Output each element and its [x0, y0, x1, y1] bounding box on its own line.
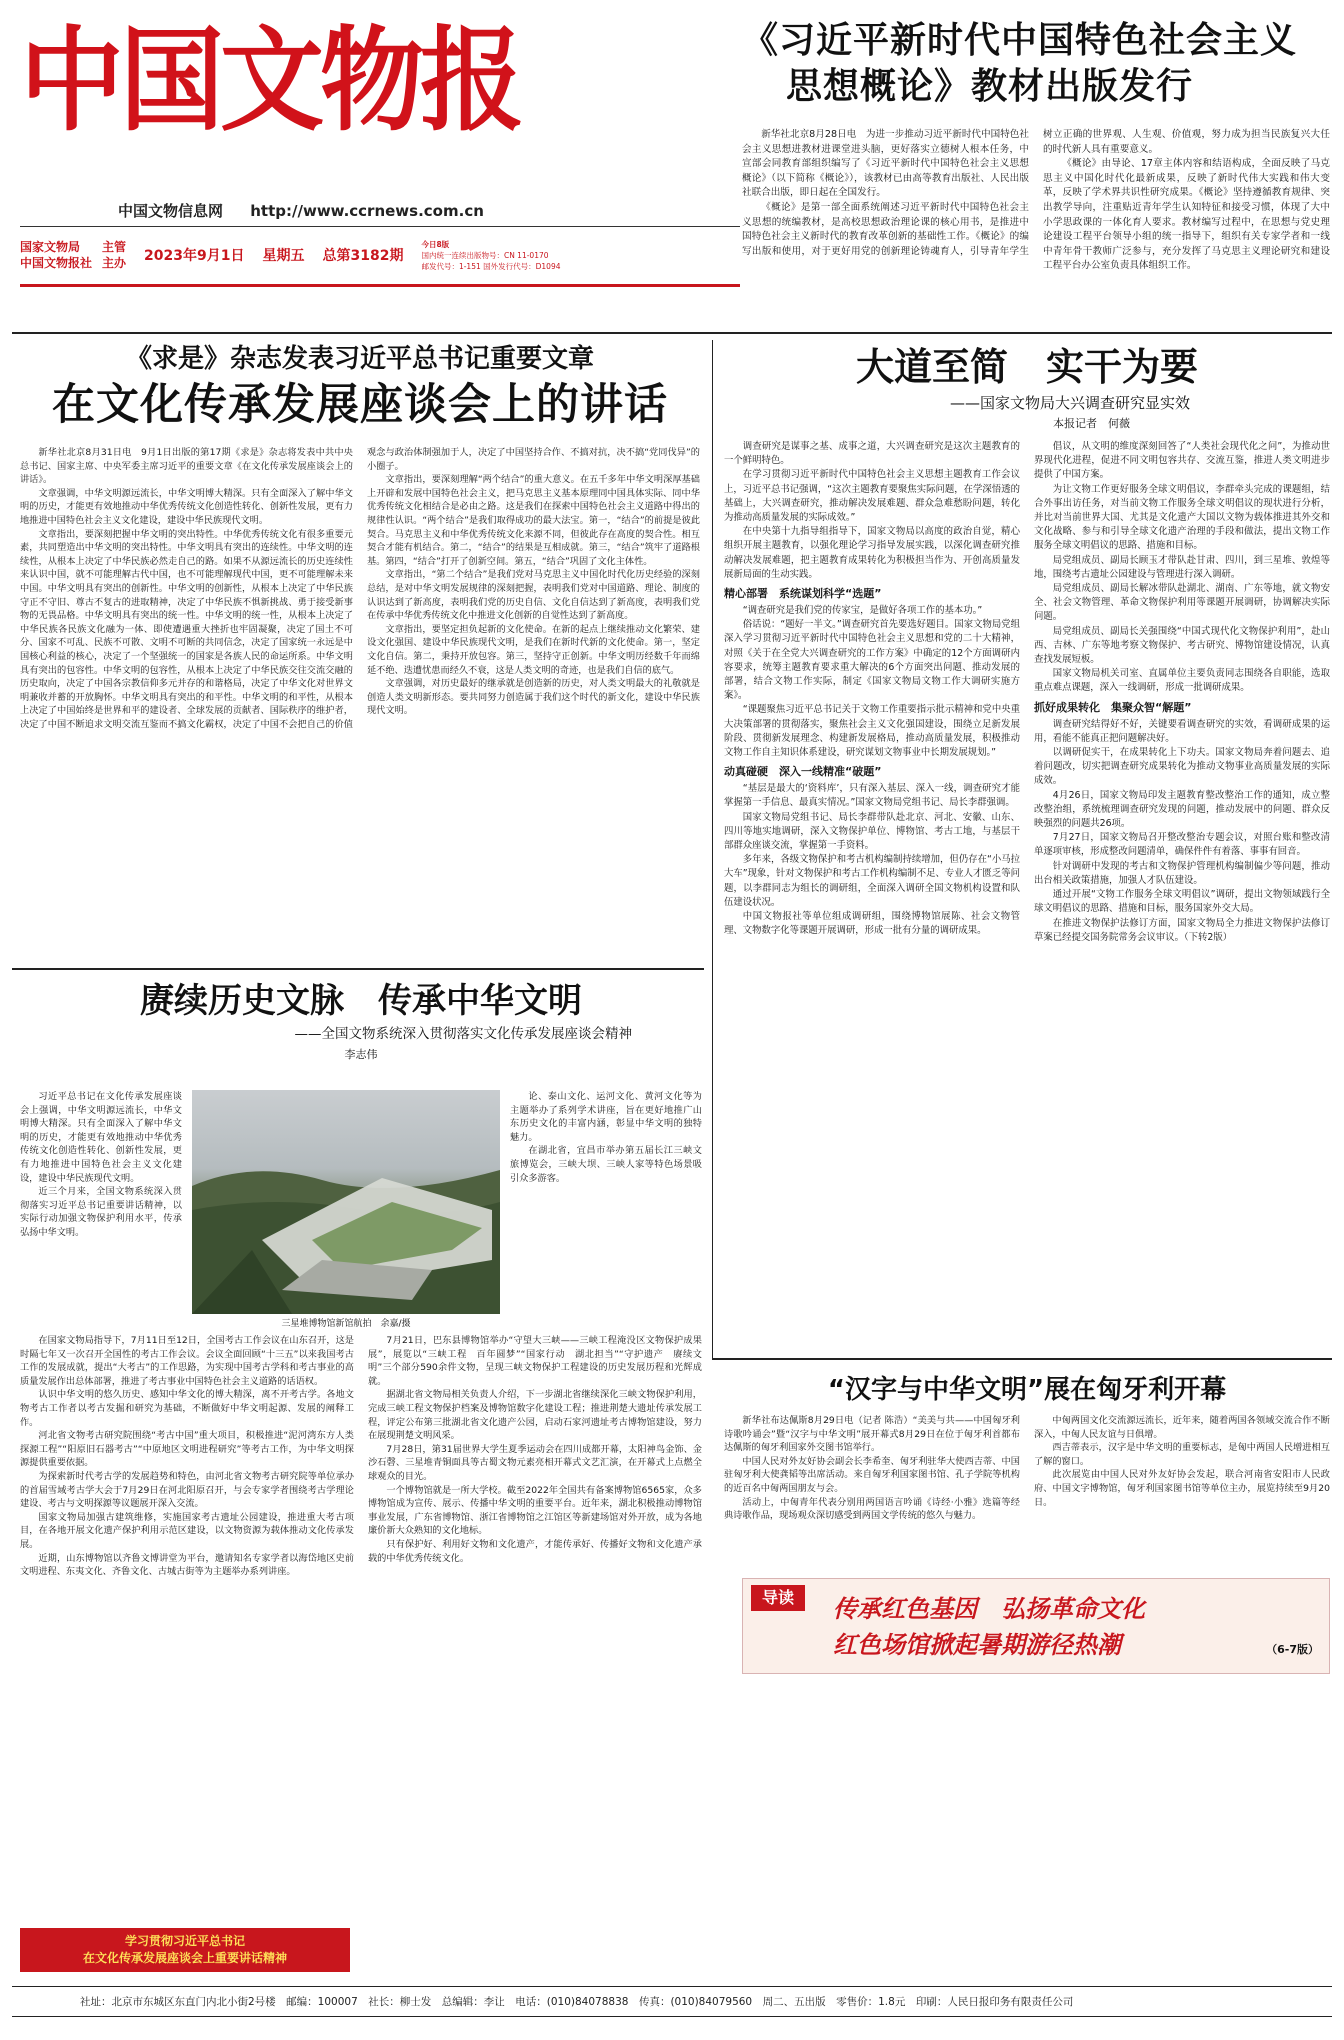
culture-body: 在国家文物局指导下，7月11日至12日，全国考古工作会议在山东召开，这是时隔七年又一次召开全国性的考古工作会议。会议全面回顾“十三五”以来我国考古工作的发展成就，提出“大考古”的工作思路，为实现中国考古学科和考古事业的高质量发展作出总体部署，推进了考古事业中国特色社会主义道路的话语权。 认识中华文明的悠久历史、感知中华文化的博大精深，离不开考古学。各地文物考古工作者以考古发掘和研究为基础，不断做好中华文明起源、发展的阐释工作。 河北省文物考古研究院围绕“考古中国”重大项目，积极推进“泥河湾东方人类探源工程”“阳原旧石器考古”“中原地区文明进程研究”等考古工作，为中华文明探源提供重要依据。 为探索新时代考古学的发展趋势和特色，由河北省文物考古研究院等单位承办的首届雪域考古学大会于7月29日在河北阳原召开，与会专家学者围绕考古学理论建设、考古与文明探源等议题展开深入交流。 国家文物局加强古建筑维修，实施国家考古遗址公园建设，推进重大考古项目，在各地开展文化遗产保护利用示范区建设，以文物资源为载体推动文化传承发展。 近期，山东博物馆以齐鲁文博讲堂为平台，邀请知名专家学者以海岱地区史前文明进程、东夷文化、齐鲁文化、古城古街等为主题举办系列讲座。 7月21日，巴东县博物馆举办“守望大三峡——三峡工程淹没区文物保护成果展”，展览以“三峡工程 百年圆梦”“国家行动 湖北担当”“守护遗产 赓续文明”三个部分590余件文物，呈现三峡文物保护工程建设的历史发展历程和光辉成就。 据湖北省文物局相关负责人介绍，下一步湖北省继续深化三峡文物保护利用，完成三峡工程文物保护档案及博物馆数字化建设工程；推进荆楚大遗址传承发展工程，评定公布第三批湖北省文化遗产公园，启动石家河遗址考古博物馆建设，努力在展现荆楚文明风采。 7月28日，第31届世界大学生夏季运动会在四川成都开幕，太阳神鸟金饰、金沙石磬、三星堆青铜面具等古蜀文物元素亮相开幕式文艺汇演，在开幕式上点燃全球观众的目光。 一个博物馆就是一所大学校。截至2022年全国共有备案博物馆6565家，众多博物馆成为宣传、展示、传播中华文明的重要平台。近年来，湖北积极推动博物馆事业发展，广东省博物馆、浙江省博物馆之江馆区等新建场馆对外开放，成为各地廉价新大众熟知的文化地标。 只有保护好、利用好文物和文化遗产，才能传承好、传播好文物和文化遗产承载的中华优秀传统文化。	[20, 1335, 702, 1578]
lead-article	[20, 342, 700, 962]
lead-kicker: 《求是》杂志发表习近平总书记重要文章	[125, 344, 594, 374]
culture-col-right-top: 论、泰山文化、运河文化、黄河文化等为主题举办了系列学术讲座，旨在更好地推广山东历史文化的丰富内涵，彰显中华文明的独特魅力。 在湖北省，宜昌市举办第五届长江三峡文旅博览会，三峡大坝、三峡人家等特色场景吸引众多游客。	[510, 1091, 702, 1184]
hungary-article	[724, 1372, 1330, 1570]
masthead-meta: 国家文物局 中国文物报社 主管 主办 2023年9月1日 星期五 总第3182期 今日8版 国内统一连续出版物号：CN 11-0170 邮发代号：1-151 国外发行代号：D1094	[20, 239, 561, 271]
photo-svg	[192, 1090, 500, 1314]
masthead	[20, 8, 740, 298]
essay	[724, 342, 1330, 1362]
top-story	[742, 18, 1330, 338]
guide-line-2: 红色场馆掀起暑期游径热潮	[833, 1631, 1121, 1659]
lead-body: 新华社北京8月31日电 9月1日出版的第17期《求是》杂志将发表中共中央总书记、国家主席、中央军委主席习近平的重要文章《在文化传承发展座谈会上的讲话》。 文章强调，中华文明源远流长，中华文明博大精深。只有全面深入了解中华文明的历史，才能更有效地推动中华优秀传统文化创造性转化、创新性发展，更有力地推进中国特色社会主义文化建设，建设中华民族现代文明。 文章指出，要深刻把握中华文明的突出特性。中华优秀传统文化有很多重要元素，共同塑造出中华文明的突出特性。中华文明具有突出的连续性。中华文明的连续性，从根本上决定了中华民族必然走自己的路。如果不从源远流长的历史连续性来认识中国，就不可能理解古代中国，也不可能理解现代中国，更不可能理解未来中国。中华文明具有突出的创新性。中华文明的创新性，从根本上决定了中华民族守正不守旧、尊古不复古的进取精神，决定了中华民族不惧新挑战、勇于接受新事物的无畏品格。中华文明具有突出的统一性。中华文明的统一性，从根本上决定了中华民族各民族文化融为一体、即使遭遇重大挫折也牢固凝聚，决定了国土不可分、国家不可乱、民族不可散、文明不可断的共同信念，决定了国家统一永远是中国核心利益的核心，决定了一个坚强统一的国家是各族人民的命运所系。中华文明具有突出的包容性。中华文明的包容性，从根本上决定了中华民族交往交流交融的历史取向，决定了中国各宗教信仰多元并存的和谐格局，决定了中华文化对世界文明兼收并蓄的开放胸怀。中华文明具有突出的和平性。中华文明的和平性，从根本上决定了中国始终是世界和平的建设者、全球发展的贡献者、国际秩序的维护者，决定了中国不断追求文明交流互鉴而不搞文化霸权，决定了中国不会把自己的价值观念与政治体制强加于人，决定了中国坚持合作、不搞对抗，决不搞“党同伐异”的小圈子。 文章指出，要深刻理解“两个结合”的重大意义。在五千多年中华文明深厚基础上开辟和发展中国特色社会主义，把马克思主义基本原理同中国具体实际、同中华优秀传统文化相结合是必由之路。这是我们在探索中国特色社会主义道路中得出的规律性认识。“两个结合”是我们取得成功的最大法宝。第一，“结合”的前提是彼此契合。马克思主义和中华优秀传统文化来源不同，但彼此存在高度的契合性。相互契合才能有机结合。第二，“结合”的结果是互相成就。第三，“结合”筑牢了道路根基。第四，“结合”打开了创新空间。第五，“结合”巩固了文化主体性。 文章指出，“第二个结合”是我们党对马克思主义中国化时代化历史经验的深刻总结，是对中华文明发展规律的深刻把握，表明我们党对中国道路、理论、制度的认识达到了新高度，表明我们党的历史自信、文化自信达到了新高度，表明我们党在传承中华优秀传统文化中推进文化创新的自觉性达到了新高度。 文章指出，要坚定担负起新的文化使命。在新的起点上继续推动文化繁荣、建设文化强国、建设中华民族现代文明，是我们在新时代新的文化使命。第一，坚定文化自信。第二，秉持开放包容。第三，坚持守正创新。中华文明历经数千年而绵延不绝、迭遭忧患而经久不衰，这是人类文明的奇迹，也是我们自信的底气。 文章强调，对历史最好的继承就是创造新的历史，对人类文明最大的礼敬就是创造人类文明新形态。要共同努力创造属于我们这个时代的新文化，建设中华民族现代文明。	[20, 447, 700, 730]
culture-banner: 学习贯彻习近平总书记 在文化传承发展座谈会上重要讲话精神	[20, 1928, 350, 1972]
masthead-logo: 中国文物报	[20, 13, 521, 147]
site-url[interactable]: http://www.ccrnews.com.cn	[250, 202, 484, 220]
essay-byline: 本报记者 何薇	[1053, 417, 1130, 430]
lead-title: 在文化传承发展座谈会上的讲话	[52, 380, 668, 430]
culture-title: 赓续历史文脉 传承中华文明	[140, 981, 582, 1021]
guide-label: 导读	[751, 1585, 805, 1611]
culture-article	[20, 978, 702, 1983]
essay-subhead-1: 精心部署 系统谋划科学“选题”	[724, 587, 882, 601]
info-net: 中国文物信息网 http://www.ccrnews.com.cn	[118, 202, 484, 220]
photo-caption: 三星堆博物馆新馆航拍 余嘉/摄	[281, 1319, 411, 1329]
hungary-body: 新华社布达佩斯8月29日电（记者 陈浩）“美美与共——中国匈牙利诗歌吟诵会”暨“汉字与中华文明”展开幕式8月29日在位于匈牙利首都布达佩斯的匈牙利国家外交图书馆举行。 中国人民对外友好协会副会长李希奎、匈牙利驻华大使西吉蒂、中国驻匈牙利大使龚韬等出席活动。来自匈牙利国家图书馆、孔子学院等机构的近百名中匈两国朋友与会。 活动上，中匈青年代表分别用两国语言吟诵《诗经·小雅》选篇等经典诗歌作品，现场观众深切感受到两国文学传统的悠久与魅力。 中匈两国文化交流源远流长，近年来，随着两国各领域交流合作不断深入，中匈人民友谊与日俱增。 西吉蒂表示，汉字是中华文明的重要标志，是匈中两国人民增进相互了解的窗口。 此次展览由中国人民对外友好协会发起，联合河南省安阳市人民政府、中国文字博物馆，匈牙利国家图书馆等单位主办，展览持续至9月20日。	[724, 1415, 1330, 1522]
culture-col-left: 习近平总书记在文化传承发展座谈会上强调，中华文明源远流长，中华文明博大精深。只有全面深入了解中华文明的历史，才能更有效地推动中华优秀传统文化创造性转化、创新性发展，更有力地推进中国特色社会主义文化建设，建设中华民族现代文明。 近三个月来，全国文物系统深入贯彻落实习近平总书记重要讲话精神，以实际行动加强文物保护利用水平，传承弘扬中华文明。	[20, 1091, 182, 1238]
culture-byline: 李志伟	[344, 1048, 378, 1061]
guide-line-1: 传承红色基因 弘扬革命文化	[833, 1595, 1145, 1623]
essay-body: 调查研究是谋事之基、成事之道，大兴调查研究是这次主题教育的一个鲜明特色。 在学习贯彻习近平新时代中国特色社会主义思想主题教育工作会议上，习近平总书记强调，“这次主题教育要聚焦实际问题，在学深悟透的基础上，大兴调查研究，推动解决发展难题、群众急难愁盼问题，转化为推动高质量发展的实际成效。” 在中央第十九指导组指导下，国家文物局以高度的政治自觉，精心组织开展主题教育，以强化理论学习指导发展实践，以深化调查研究推动解决发展难题，把主题教育成果转化为积极担当作为、开创高质量发展新局面的生动实践。 精心部署 系统谋划科学“选题” “调查研究是我们党的传家宝，是做好各项工作的基本功。” 俗话说：“题好一半文。”调查研究首先要选好题目。国家文物局党组深入学习贯彻习近平新时代中国特色社会主义思想和党的二十大精神，对照《关于在全党大兴调查研究的工作方案》中确定的12个方面调研内容要求，统筹主题教育要求重大解决的6个方面突出问题、推动发展的部署，结合文物工作实际，制定《国家文物局文物工作大调研实施方案》。 “课题聚焦习近平总书记关于文物工作重要指示批示精神和党中央重大决策部署的贯彻落实，聚焦社会主义文化强国建设，围绕立足新发展阶段、贯彻新发展理念、构建新发展格局，推动高质量发展，积极推动文物工作自主知识体系建设，研究谋划文物事业中长期发展规划。” 动真碰硬 深入一线精准“破题” “基层是最大的‘资料库’，只有深入基层、深入一线，调查研究才能掌握第一手信息、最真实情况。”国家文物局党组书记、局长李群强调。 国家文物局党组书记、局长李群带队赴北京、河北、安徽、山东、四川等地实地调研，深入文物保护单位、博物馆、考古工地，与基层干部群众座谈交流，掌握第一手资料。 多年来，各级文物保护和考古机构编制持续增加，但仍存在“小马拉大车”现象，针对文物保护和考古工作机构编制不足、专业人才匮乏等问题，以李群同志为组长的调研组，全面深入调研全国文物机构设置和队伍建设状况。 中国文物报社等单位组成调研组，围绕博物馆展陈、社会文物管理、文物数字化等课题开展调研，形成一批有分量的调研成果。 倡议，从文明的维度深刻回答了“人类社会现代化之问”，为推动世界现代化进程，促进不同文明包容共存、交流互鉴，推进人类文明进步提供了中国方案。 为让文物工作更好服务全球文明倡议，李群牵头完成的课题组，结合外事出访任务，对当前文物工作服务全球文明倡议的现状进行分析，并比对当前世界大国、尤其是文化遗产大国以文物为载体推进其外交和文化战略、参与和引导全球文化遗产治理的手段和做法，提出文物工作服务全球文明倡议的思路、措施和目标。 局党组成员、副局长顾玉才带队赴甘肃、四川，到三星堆、敦煌等地，围绕考古遗址公园建设与管理进行深入调研。 局党组成员、副局长解冰带队赴湖北、湖南、广东等地，就文物安全、社会文物管理、革命文物保护利用等课题开展调研，协调解决实际问题。 局党组成员、副局长关强围绕“中国式现代化文物保护利用”，赴山西、吉林、广东等地考察文物保护、考古研究、博物馆建设情况，认真查找发展短板。 国家文物局机关司室、直属单位主要负责同志围绕各自职能，选取重点难点课题，深入一线调研，形成一批调研成果。 抓好成果转化 集聚众智“解题” 调查研究结得好不好，关键要看调查研究的实效，看调研成果的运用，看能不能真正把问题解决好。 以调研促实干，在成果转化上下功夫。国家文物局奔着问题去、追着问题改，切实把调查研究成果转化为推动文物事业高质量发展的实际成效。 4月26日，国家文物局印发主题教育整改整治工作的通知，成立整改整治组，系统梳理调查研究发现的问题，推动发展中的问题、群众反映强烈的问题共26项。 7月27日，国家文物局召开整改整治专题会议，对照台账和整改清单逐项审核，形成整改问题清单，确保件件有着落、事事有回音。 针对调研中发现的考古和文物保护管理机构编制偏少等问题，推动出台相关政策措施，加强人才队伍建设。 通过开展“文物工作服务全球文明倡议”调研，提出文物领域践行全球文明倡议的思路、措施和目标，服务国家外交大局。 在推进文物保护法修订方面，国家文物局全力推进文物保护法修订草案已经提交国务院常务会议审议。（下转2版）	[724, 441, 1330, 943]
guide-box[interactable]	[742, 1578, 1330, 1674]
essay-subhead-3: 抓好成果转化 集聚众智“解题”	[1034, 700, 1192, 714]
essay-subtitle: ——国家文物局大兴调查研究显实效	[949, 394, 1190, 412]
footer: 社址：北京市东城区东直门内北小街2号楼 邮编：100007 社长：柳士发 总编辑：李让 电话：(010)84078838 传真：(010)84079560 周二、五出版 零售价：1.8元 印刷：人民日报印务有限责任公司	[80, 1996, 1074, 2008]
guide-pages: （6-7版）	[1266, 1643, 1319, 1656]
essay-title: 大道至简 实干为要	[855, 345, 1198, 389]
culture-subtitle: ——全国文物系统深入贯彻落实文化传承发展座谈会精神	[294, 1026, 632, 1042]
essay-subhead-2: 动真碰硬 深入一线精准“破题”	[724, 765, 882, 779]
hungary-title: “汉字与中华文明”展在匈牙利开幕	[827, 1375, 1227, 1405]
top-story-body: 新华社北京8月28日电 为进一步推动习近平新时代中国特色社会主义思想进教材进课堂进头脑，更好落实立德树人根本任务，中宣部会同教育部组织编写了《习近平新时代中国特色社会主义思想概论》（以下简称《概论》），该教材已由高等教育出版社、人民出版社联合出版，即日起在全国发行。 《概论》是第一部全面系统阐述习近平新时代中国特色社会主义思想的统编教材，是高校思想政治理论课的核心用书，是推进中国特色社会主义新时代的教育改革创新的基础性工作。《概论》的编写出版和使用，对于更好用党的创新理论铸魂育人，引导青年学生树立正确的世界观、人生观、价值观，努力成为担当民族复兴大任的时代新人具有重要意义。 《概论》由导论、17章主体内容和结语构成，全面反映了马克思主义中国化时代化最新成果，反映了新时代伟大实践和伟大变革，反映了学术界共识性研究成果。《概论》坚持遵循教育规律、突出教学导向，注重贴近青年学生认知特征和接受习惯，体现了大中小学思政课的一体化育人要求。教材编写过程中，在思想与党史理论建设工程平台领导小组的统一指导下，组织有关专家学者和一线中青年骨干教师广泛参与，充分发挥了马克思主义理论研究和建设工程平台办公室负责具体组织工作。	[742, 129, 1330, 272]
museum-photo	[192, 1090, 500, 1314]
top-story-title: 《习近平新时代中国特色社会主义 思想概论》教材出版发行	[742, 20, 1298, 107]
